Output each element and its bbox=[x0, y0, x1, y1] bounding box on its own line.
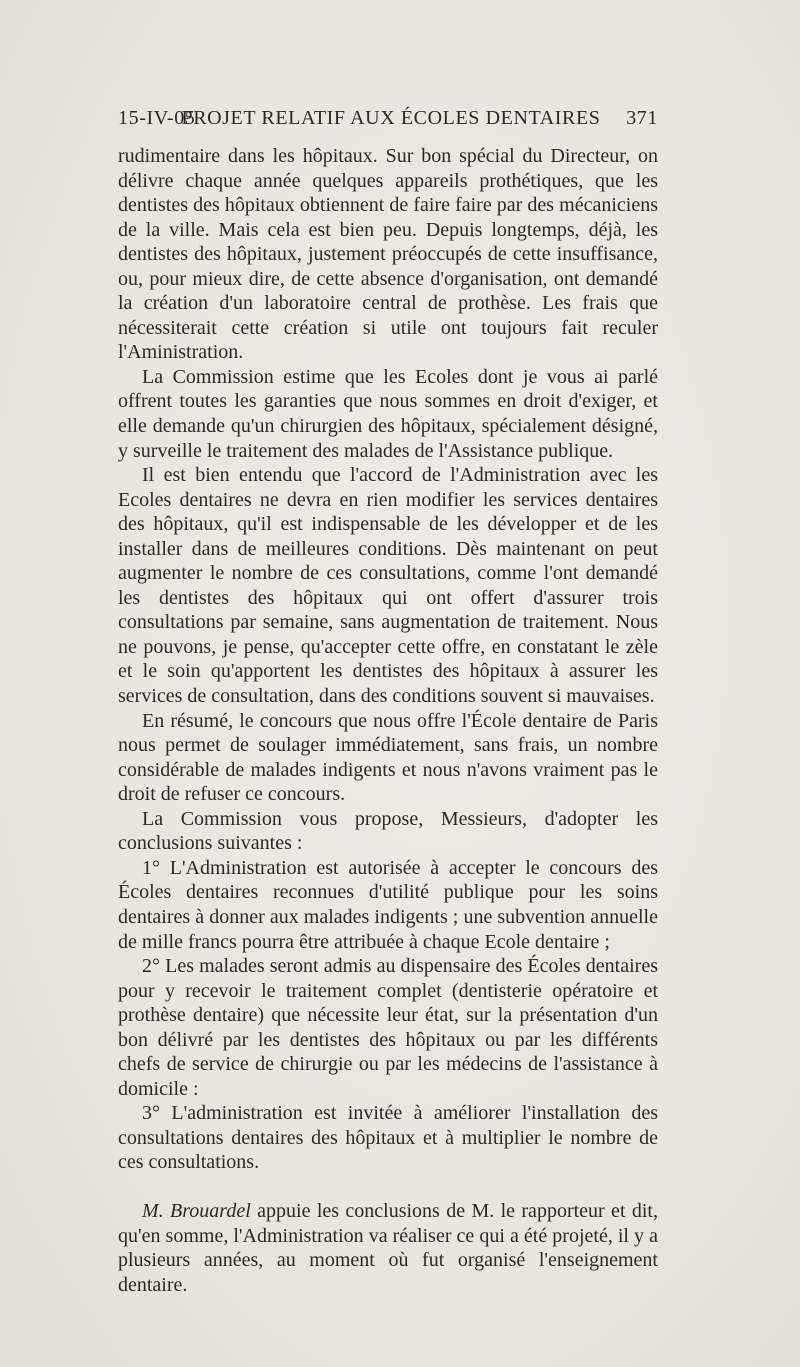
page-number: 371 bbox=[626, 107, 658, 129]
paragraph-summary: En résumé, le concours que nous offre l'École dentaire de Paris nous permet de soulager immédiatement, sans frais, un nombre considérable de malades indigents et nous n'avons vraiment pas le droit de refuser ce concours. bbox=[118, 709, 658, 806]
conclusion-item-2: 2° Les malades seront admis au dispensaire des Écoles dentaires pour y recevoir le traitement complet (dentisterie opératoire et prothèse dentaire) que nécessite leur état, sur la présentation d'un bon délivré par les dentistes des hôpitaux ou par les différents chefs de service de chirurgie ou par les médecins de l'assistance à domicile : bbox=[118, 955, 658, 1100]
header-date: 15-IV-05 bbox=[118, 107, 196, 129]
closing-text: appuie les conclusions de M. le rapporteur et dit, qu'en somme, l'Administration va réaliser ce qui a été projeté, il y a plusieurs années, au moment où fut organisé l'enseignement dentaire. bbox=[118, 1199, 658, 1296]
conclusion-item-3: 3° L'administration est invitée à améliorer l'installation des consultations dentaires des hôpitaux et à multiplier le nombre de ces consultations. bbox=[118, 1102, 658, 1174]
paragraph-continuation: rudimentaire dans les hôpitaux. Sur bon spécial du Directeur, on délivre chaque année quelques appareils prothétiques, que les dentistes des hôpitaux obtiennent de faire faire par des mécaniciens de la ville. Mais cela est bien peu. Depuis longtemps, déjà, les dentistes des hôpitaux, justement préoccupés de cette insuffisance, ou, pour mieux dire, de cette absence d'organisation, ont demandé la création d'un laboratoire central de prothèse. Les frais que nécessiterait cette création si utile ont toujours fait reculer l'Aministration. bbox=[118, 145, 658, 364]
running-title: PROJET RELATIF AUX ÉCOLES DENTAIRES bbox=[181, 107, 601, 129]
body-text bbox=[118, 144, 658, 1297]
paragraph-closing-remark bbox=[118, 1199, 658, 1297]
paragraph-hospital-services: Il est bien entendu que l'accord de l'Administration avec les Ecoles dentaires ne devra en rien modifier les services dentaires des hôpitaux, qu'il est indispensable de les développer et de les installer dans de meilleures conditions. Dès maintenant on peut augmenter le nombre de ces consultations, comme l'ont demandé les dentistes des hôpitaux qui ont offert d'assurer trois consultations par semaine, sans augmentation de traitement. Nous ne pouvons, je pense, qu'accepter cette offre, en constatant le zèle et le soin qu'apportent les dentistes des hôpitaux à assurer les services de consultation, dans des conditions souvent si mauvaises. bbox=[118, 464, 658, 708]
speaker-name: M. Brouardel bbox=[142, 1199, 251, 1222]
conclusion-item-1: 1° L'Administration est autorisée à accepter le concours des Écoles dentaires reconnues d'utilité publique pour les soins dentaires à donner aux malades indigents ; une subvention annuelle de mille francs pourra être attribuée à chaque Ecole dentaire ; bbox=[118, 856, 658, 953]
paragraph-conclusions-intro: La Commission vous propose, Messieurs, d'adopter les conclusions suivantes : bbox=[118, 807, 658, 855]
paragraph-commission-guarantees: La Commission estime que les Ecoles dont je vous ai parlé offrent toutes les garanties que nous sommes en droit d'exiger, et elle demande qu'un chirurgien des hôpitaux, spécialement désigné, y surveille le traitement des malades de l'Assistance publique. bbox=[118, 365, 658, 462]
